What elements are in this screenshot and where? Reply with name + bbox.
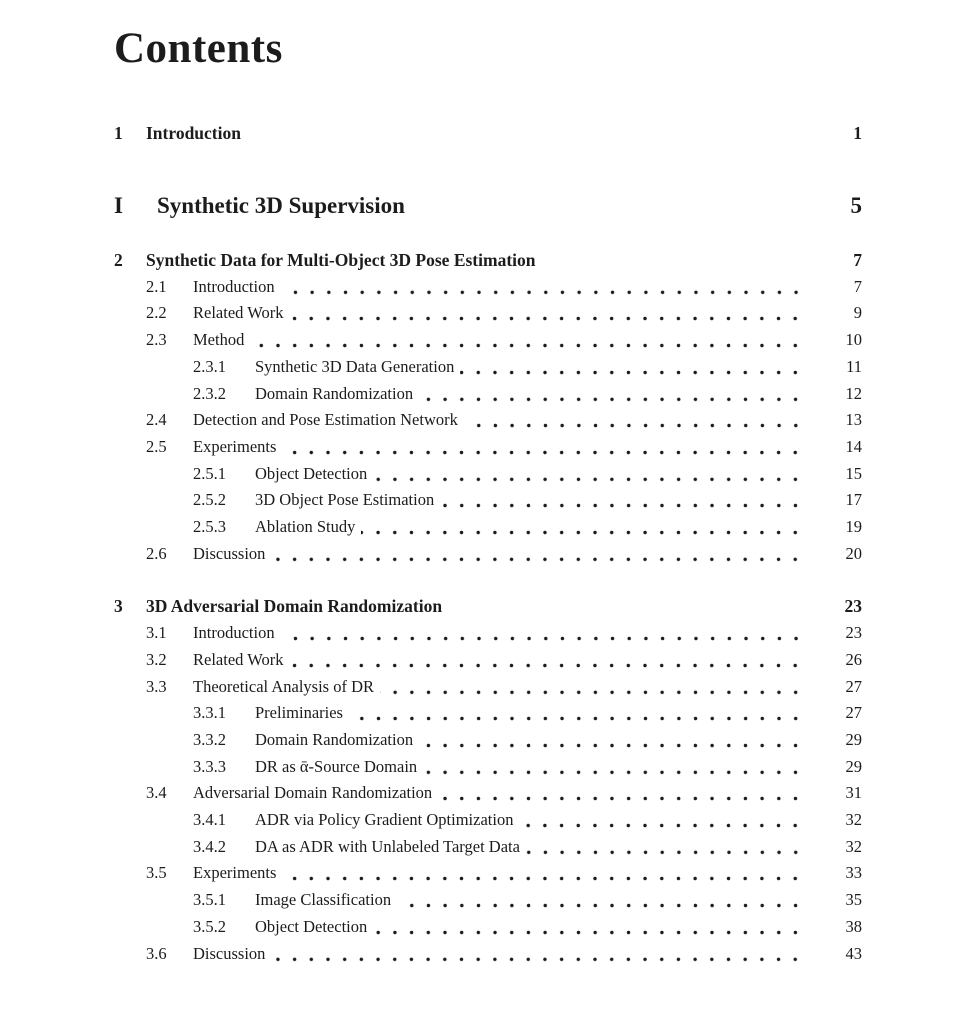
dot-leader bbox=[519, 807, 804, 834]
toc-entry-number: 3.5.1 bbox=[193, 890, 226, 910]
toc-entry-page: 11 bbox=[846, 356, 862, 376]
toc-entry-title: Introduction bbox=[193, 623, 275, 643]
toc-entry[interactable] bbox=[114, 327, 862, 354]
dot-leader bbox=[397, 887, 804, 914]
toc-entry-number: 2.3.2 bbox=[193, 383, 226, 403]
toc-entry-number: 2.2 bbox=[146, 303, 167, 323]
toc-entry-page: 10 bbox=[845, 330, 862, 350]
toc-entry-page: 27 bbox=[845, 703, 862, 723]
toc-entry-page: 12 bbox=[845, 383, 862, 403]
toc-entry-title: Method bbox=[193, 330, 245, 350]
toc-entry-title: Introduction bbox=[193, 276, 275, 296]
dot-leader bbox=[373, 461, 804, 488]
toc-entry[interactable] bbox=[114, 300, 862, 327]
toc-entry-page: 27 bbox=[845, 676, 862, 696]
toc-entry-page: 31 bbox=[845, 783, 862, 803]
dot-leader bbox=[282, 860, 804, 887]
dot-leader bbox=[271, 941, 804, 968]
dot-leader bbox=[438, 780, 804, 807]
toc-entry-number: 2.5.1 bbox=[193, 463, 226, 483]
toc-entry[interactable] bbox=[114, 834, 862, 861]
toc-entry-number: 2.5.3 bbox=[193, 517, 226, 537]
dot-leader bbox=[419, 381, 804, 408]
toc-entry-number: 3.3.3 bbox=[193, 756, 226, 776]
toc-entry-number: 3.4.1 bbox=[193, 810, 226, 830]
toc-entry-page: 1 bbox=[853, 123, 862, 144]
toc-entry-title: Object Detection bbox=[255, 916, 368, 936]
toc-entry[interactable] bbox=[114, 407, 862, 434]
toc-entry[interactable] bbox=[114, 487, 862, 514]
dot-leader bbox=[271, 541, 804, 568]
toc-entry-page: 19 bbox=[845, 517, 862, 537]
toc-entry-title: Ablation Study bbox=[255, 517, 356, 537]
toc-entry-title: Detection and Pose Estimation Network bbox=[193, 410, 458, 430]
toc-entry-number: 3.3.2 bbox=[193, 729, 226, 749]
toc-entry-number: 3.1 bbox=[146, 623, 167, 643]
dot-leader bbox=[380, 674, 804, 701]
toc-entry-page: 15 bbox=[845, 463, 862, 483]
toc-entry-page: 17 bbox=[845, 490, 862, 510]
toc-entry-title: Theoretical Analysis of DR bbox=[193, 676, 375, 696]
toc-entry[interactable] bbox=[114, 647, 862, 674]
toc-entry-number: 3.4 bbox=[146, 783, 167, 803]
toc-entry-number: 2.5.2 bbox=[193, 490, 226, 510]
dot-leader bbox=[250, 327, 804, 354]
toc-entry-page: 23 bbox=[844, 596, 862, 617]
toc-entry[interactable] bbox=[114, 727, 862, 754]
toc-entry-page: 26 bbox=[845, 649, 862, 669]
toc-entry[interactable] bbox=[114, 120, 862, 147]
dot-leader bbox=[411, 191, 804, 221]
toc-entry-number: 3.3 bbox=[146, 676, 167, 696]
dot-leader bbox=[361, 514, 804, 541]
toc-entry-title: 3D Adversarial Domain Randomization bbox=[146, 596, 443, 617]
toc-entry-number: 1 bbox=[114, 123, 123, 144]
toc-entry-number: 3 bbox=[114, 596, 123, 617]
toc-entry-page: 5 bbox=[850, 193, 862, 218]
toc-entry[interactable] bbox=[114, 860, 862, 887]
toc-entry-page: 29 bbox=[845, 756, 862, 776]
toc-entry[interactable] bbox=[114, 514, 862, 541]
toc-entry[interactable] bbox=[114, 700, 862, 727]
toc-entry[interactable] bbox=[114, 620, 862, 647]
toc-entry[interactable] bbox=[114, 247, 862, 274]
toc-entry-page: 29 bbox=[845, 729, 862, 749]
toc-entry-title: 3D Object Pose Estimation bbox=[255, 490, 435, 510]
dot-leader bbox=[289, 647, 804, 674]
toc-entry-title: Adversarial Domain Randomization bbox=[193, 783, 433, 803]
toc-entry-title: Object Detection bbox=[255, 463, 368, 483]
toc-entry[interactable] bbox=[114, 941, 862, 968]
toc-entry-number: 2.3.1 bbox=[193, 356, 226, 376]
toc-entry[interactable] bbox=[114, 754, 862, 781]
toc-entry-page: 7 bbox=[853, 276, 862, 296]
toc-entry-title: Domain Randomization bbox=[255, 729, 414, 749]
toc-entry[interactable] bbox=[114, 191, 862, 221]
toc-entry[interactable] bbox=[114, 780, 862, 807]
dot-leader bbox=[282, 434, 804, 461]
dot-leader bbox=[289, 300, 804, 327]
toc-entry[interactable] bbox=[114, 887, 862, 914]
dot-leader bbox=[281, 620, 804, 647]
dot-leader bbox=[526, 834, 804, 861]
toc-entry-title: Introduction bbox=[146, 123, 241, 144]
toc-entry[interactable] bbox=[114, 434, 862, 461]
toc-entry-number: 3.4.2 bbox=[193, 836, 226, 856]
dot-leader bbox=[542, 247, 805, 274]
toc-entry-title: Experiments bbox=[193, 436, 277, 456]
toc-entry-page: 7 bbox=[853, 250, 862, 270]
toc-entry-title: ADR via Policy Gradient Optimization bbox=[255, 810, 514, 830]
toc-entry-title: Domain Randomization bbox=[255, 383, 414, 403]
toc-entry-title: Discussion bbox=[193, 943, 266, 963]
toc-entry-title: Related Work bbox=[193, 303, 284, 323]
toc-entry-page: 32 bbox=[845, 836, 862, 856]
toc-entry-number: 2 bbox=[114, 250, 123, 270]
dot-leader bbox=[448, 593, 804, 620]
toc-entry-number: 2.4 bbox=[146, 410, 167, 430]
toc-entry-page: 14 bbox=[845, 436, 862, 456]
dot-leader bbox=[373, 914, 804, 941]
toc-entry-number: 3.3.1 bbox=[193, 703, 226, 723]
toc-entry[interactable] bbox=[114, 461, 862, 488]
toc-entry-title: Synthetic 3D Supervision bbox=[157, 193, 405, 218]
dot-leader bbox=[419, 727, 804, 754]
table-of-contents bbox=[114, 120, 862, 967]
toc-entry-number: 3.6 bbox=[146, 943, 167, 963]
toc-entry-page: 23 bbox=[845, 623, 862, 643]
toc-entry-number: 2.6 bbox=[146, 543, 167, 563]
toc-entry-page: 43 bbox=[845, 943, 862, 963]
toc-entry-title: Image Classification bbox=[255, 890, 392, 910]
toc-entry-title: Related Work bbox=[193, 649, 284, 669]
toc-entry-title: Preliminaries bbox=[255, 703, 343, 723]
dot-leader bbox=[349, 700, 804, 727]
dot-leader bbox=[440, 487, 804, 514]
toc-entry-page: 20 bbox=[845, 543, 862, 563]
toc-entry-title: DR as ᾱ-Source Domain bbox=[255, 756, 418, 776]
toc-entry[interactable] bbox=[114, 274, 862, 301]
toc-entry[interactable] bbox=[114, 541, 862, 568]
toc-entry-page: 32 bbox=[845, 810, 862, 830]
dot-leader bbox=[423, 754, 804, 781]
dot-leader bbox=[281, 274, 804, 301]
toc-entry[interactable] bbox=[114, 593, 862, 620]
toc-entry-number: I bbox=[114, 193, 123, 218]
toc-entry-page: 9 bbox=[853, 303, 862, 323]
toc-entry-number: 2.3 bbox=[146, 330, 167, 350]
toc-entry[interactable] bbox=[114, 674, 862, 701]
page-title: Contents bbox=[114, 25, 283, 72]
toc-entry[interactable] bbox=[114, 807, 862, 834]
toc-entry-title: Experiments bbox=[193, 863, 277, 883]
dot-leader bbox=[460, 354, 804, 381]
dot-leader bbox=[247, 120, 804, 147]
toc-entry[interactable] bbox=[114, 914, 862, 941]
toc-entry-number: 3.5 bbox=[146, 863, 167, 883]
toc-entry[interactable] bbox=[114, 381, 862, 408]
toc-entry-number: 3.2 bbox=[146, 649, 167, 669]
toc-entry-title: DA as ADR with Unlabeled Target Data bbox=[255, 836, 520, 856]
toc-entry-page: 35 bbox=[845, 890, 862, 910]
toc-entry-page: 38 bbox=[845, 916, 862, 936]
dot-leader bbox=[464, 407, 804, 434]
toc-entry-title: Discussion bbox=[193, 543, 266, 563]
toc-entry[interactable] bbox=[114, 354, 862, 381]
toc-entry-title: Synthetic 3D Data Generation bbox=[255, 356, 455, 376]
toc-entry-number: 2.5 bbox=[146, 436, 167, 456]
toc-entry-page: 13 bbox=[845, 410, 862, 430]
toc-entry-title: Synthetic Data for Multi-Object 3D Pose Estimation bbox=[146, 250, 536, 270]
toc-entry-number: 2.1 bbox=[146, 276, 167, 296]
toc-entry-page: 33 bbox=[845, 863, 862, 883]
toc-entry-number: 3.5.2 bbox=[193, 916, 226, 936]
